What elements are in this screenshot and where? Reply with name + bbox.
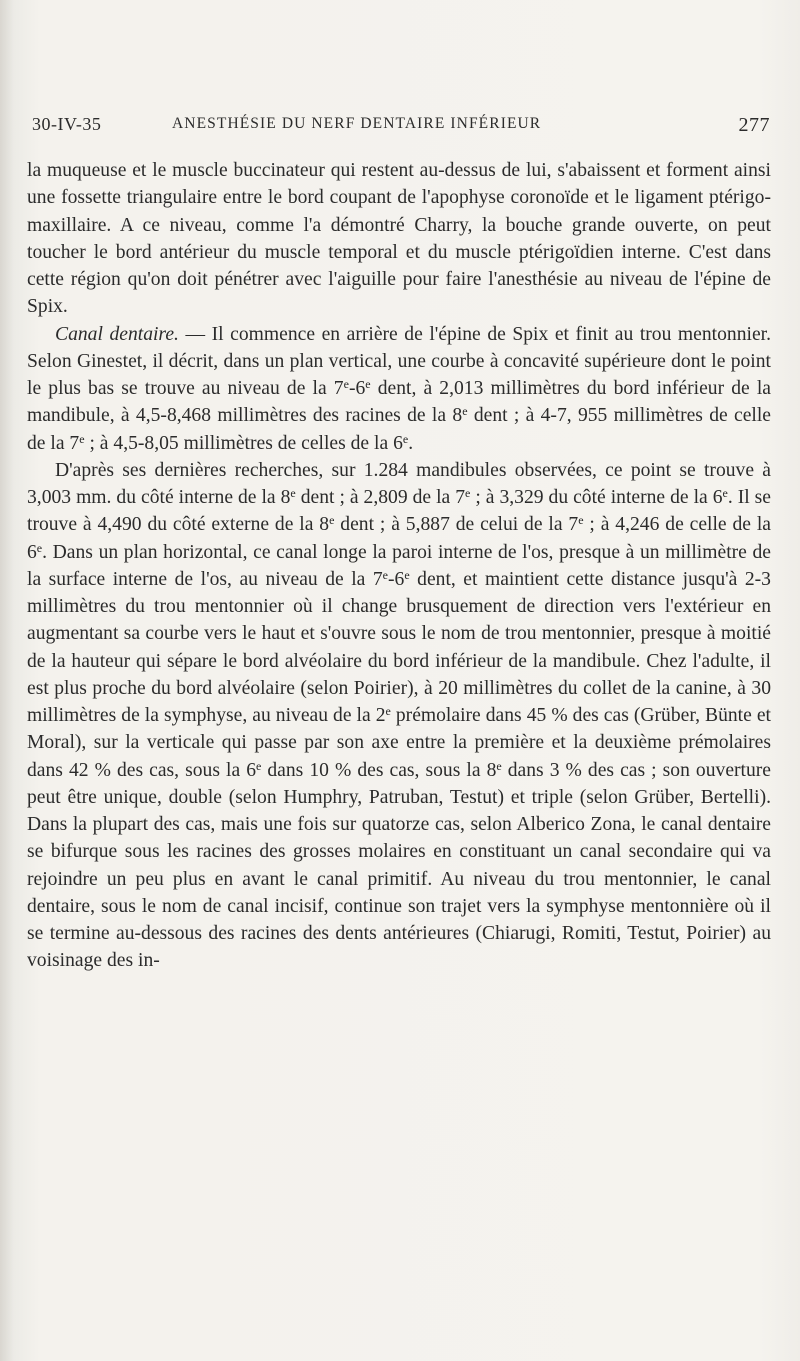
body-text [27,157,771,975]
section-heading: Canal dentaire. [55,323,179,345]
paragraph-1: la muqueuse et le muscle buccinateur qui restent au-dessus de lui, s'abaissent et forment ainsi une fossette triangulaire entre le bord coupant de l'apophyse coronoïde et le ligament ptérigo-maxillaire. A ce niveau, comme l'a démontré Charry, la bouche grande ouverte, on peut toucher le bord antérieur du muscle temporal et du muscle ptérigoïdien interne. C'est dans cette région qu'on doit pénétrer avec l'aiguille pour faire l'anesthésie au niveau de l'épine de Spix. [27,160,771,318]
page-number: 277 [738,114,770,136]
chapter-title: ANESTHÉSIE DU NERF DENTAIRE INFÉRIEUR [172,115,542,132]
paragraph-canal-dentaire: Canal dentaire. — Il commence en arrière de l'épine de Spix et finit au trou mentonnier. Selon Ginestet, il décrit, dans un plan vertical, une courbe à concavité supérieure dont le point le plus bas se trouve au niveau de la 7e-6e dent, à 2,013 millimètres du bord inférieur de la mandibule, à 4,5-8,468 millimètres des racines de la 8e dent ; à 4-7, 955 millimètres de celle de la 7e ; à 4,5-8,05 millimètres de celles de la 6e. [27,323,772,454]
running-head [32,114,770,140]
paragraph-recherches: D'après ses dernières recherches, sur 1.284 mandibules observées, ce point se trouve à 3,003 mm. du côté interne de la 8e dent ; à 2,809 de la 7e ; à 3,329 du côté interne de la 6e. Il se trouve à 4,490 du côté externe de la 8e dent ; à 5,887 de celui de la 7e ; à 4,246 de celle de la 6e. Dans un plan horizontal, ce canal longe la paroi interne de l'os, presque à un millimètre de la surface interne de l'os, au niveau de la 7e-6e dent, et maintient cette distance jusqu'à 2-3 millimètres du trou mentonnier où il change brusquement de direction vers l'extérieur en augmentant sa courbe vers le haut et s'ouvre sous le nom de trou mentonnier, presque à moitié de la hauteur qui sépare le bord alvéolaire du bord inférieur de la mandibule. Chez l'adulte, il est plus proche du bord alvéolaire (selon Poirier), à 20 millimètres du collet de la canine, à 30 millimètres de la symphyse, au niveau de la 2e prémolaire dans 45 % des cas (Grüber, Bünte et Moral), sur la verticale qui passe par son axe entre la première et la deuxième prémolaires dans 42 % des cas, sous la 6e dans 10 % des cas, sous la 8e dans 3 % des cas ; son ouverture peut être unique, double (selon Humphry, Patruban, Testut) et triple (selon Grüber, Bertelli). Dans la plupart des cas, mais une fois sur quatorze cas, selon Alberico Zona, le canal dentaire se bifurque sous les racines des grosses molaires en constituant un canal secondaire qui va rejoindre un peu plus en avant le canal primitif. Au niveau du trou mentonnier, le canal dentaire, sous le nom de canal incisif, continue son trajet vers la symphyse mentonnière où il se termine au-dessous des racines des dents antérieures (Chiarugi, Romiti, Testut, Poirier) au voisinage des in- [27,459,771,972]
date-folio: 30-IV-35 [32,114,102,134]
